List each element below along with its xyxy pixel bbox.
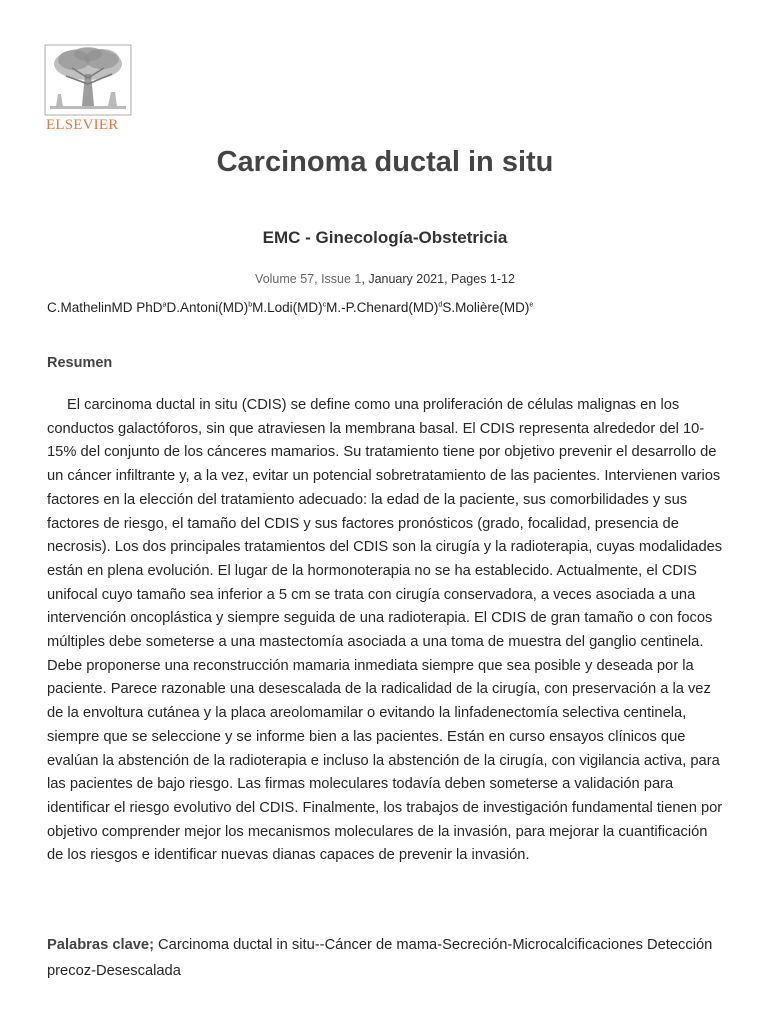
elsevier-tree-icon bbox=[44, 44, 132, 116]
author-list bbox=[47, 300, 737, 315]
author-name[interactable]: M.Lodi(MD) bbox=[252, 300, 323, 315]
volume-issue-link[interactable]: Volume 57, Issue 1 bbox=[255, 272, 362, 286]
affiliation-marker[interactable]: b bbox=[248, 301, 253, 309]
keywords bbox=[47, 932, 723, 984]
elsevier-logo bbox=[44, 44, 134, 134]
author-name[interactable]: C.MathelinMD PhD bbox=[47, 300, 163, 315]
author-name[interactable]: D.Antoni(MD) bbox=[166, 300, 249, 315]
abstract-text: El carcinoma ductal in situ (CDIS) se define como una proliferación de células malignas en los conductos galactóforos, sin que atraviesen la membrana basal. El CDIS representa alrededor del 10-15% del conjunto de los cánceres mamarios. Su tratamiento tiene por objetivo prevenir el desarrollo de un cáncer infiltrante y, a la vez, evitar un potencial sobretratamiento de las pacientes. Intervienen varios factores en la elección del tratamiento adecuado: la edad de la paciente, sus comorbilidades y sus factores de riesgo, el tamaño del CDIS y sus factores pronósticos (grado, focalidad, presencia de necrosis). Los dos principales tratamientos del CDIS son la cirugía y la radioterapia, cuyas modalidades están en plena evolución. El lugar de la hormonoterapia no se ha establecido. Actualmente, el CDIS unifocal cuyo tamaño sea inferior a 5 cm se trata con cirugía conservadora, a veces asociada a una intervención oncoplástica y siempre seguida de una radioterapia. El CDIS de gran tamaño o con focos múltiples debe someterse a una mastectomía asociada a una toma de muestra del ganglio centinela. Debe proponerse una reconstrucción mamaria inmediata siempre que sea posible y deseada por la paciente. Parece razonable una desescalada de la radicalidad de la cirugía, con preservación a la vez de la envoltura cutánea y la placa areolomamilar o evitando la linfadenectomía selectiva centinela, siempre que se seleccione y se informe bien a las pacientes. Están en curso ensayos clínicos que evalúan la abstención de la radioterapia e incluso la abstención de la cirugía, con vigilancia activa, para las pacientes de bajo riesgo. Las firmas moleculares todavía deben someterse a validación para identificar el riesgo evolutivo del CDIS. Finalmente, los trabajos de investigación fundamental tienen por objetivo comprender mejor los mecanismos moleculares de la invasión, para mejorar la cuantificación de los riesgos e identificar nuevas dianas capaces de prevenir la invasión. bbox=[47, 397, 723, 864]
journal-name[interactable]: EMC - Ginecología-Obstetricia bbox=[262, 228, 508, 247]
affiliation-marker[interactable]: e bbox=[529, 301, 534, 309]
date-pages: , January 2021, Pages 1-12 bbox=[361, 272, 515, 286]
affiliation-marker[interactable]: c bbox=[322, 301, 327, 309]
keywords-label: Palabras clave; bbox=[47, 937, 154, 953]
article-title: Carcinoma ductal in situ bbox=[216, 146, 554, 178]
publisher-name: ELSEVIER bbox=[46, 117, 119, 133]
affiliation-marker[interactable]: a bbox=[162, 301, 167, 309]
abstract-heading: Resumen bbox=[47, 355, 113, 371]
volume-info bbox=[0, 272, 770, 286]
author-name[interactable]: M.-P.Chenard(MD) bbox=[326, 300, 439, 315]
author-name[interactable]: S.Molière(MD) bbox=[442, 300, 530, 315]
affiliation-marker[interactable]: d bbox=[438, 301, 443, 309]
keywords-text: Carcinoma ductal in situ--Cáncer de mama-Secreción-Microcalcificaciones Detección precoz-Desescalada bbox=[47, 937, 713, 979]
